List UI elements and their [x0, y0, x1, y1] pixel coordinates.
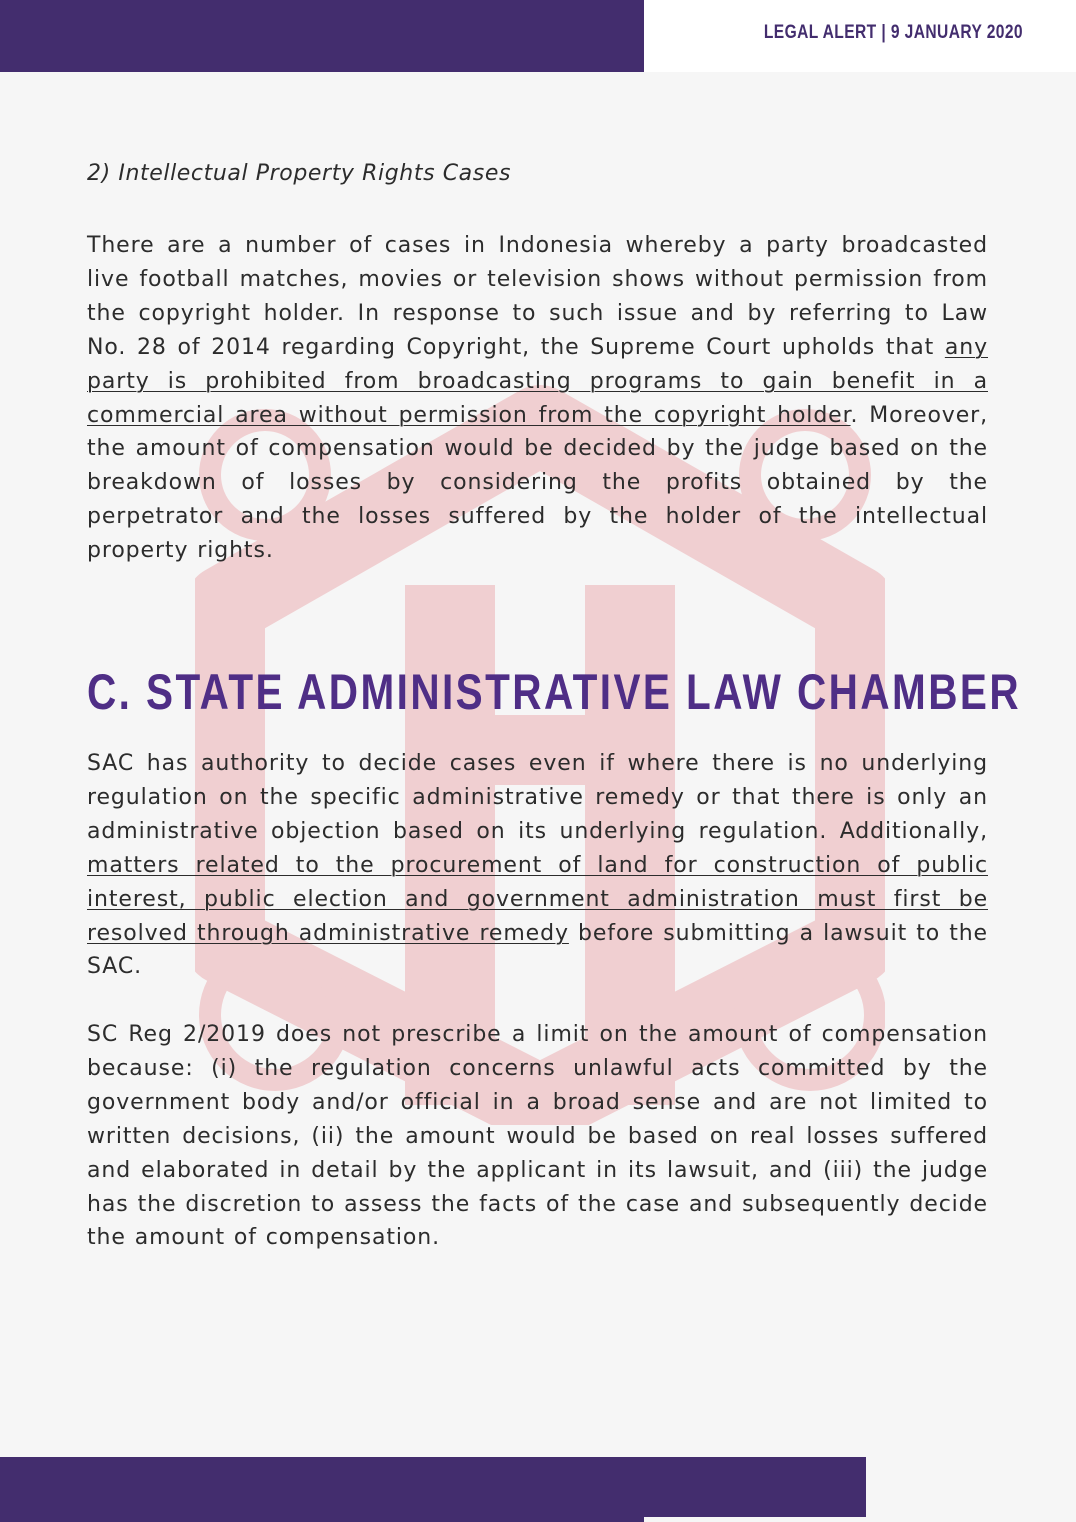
legal-alert-date-label: LEGAL ALERT | 9 JANUARY 2020 [763, 22, 1023, 43]
footer-purple-strip [0, 1517, 644, 1522]
ip-rights-paragraph [87, 229, 988, 568]
compensation-paragraph: SC Reg 2/2019 does not prescribe a limit on the amount of compensation because: (i) the regulation concerns unlawful acts committed by the government body and/or official in a broad sense and are not limited to written decisions, (ii) the amount would be based on real losses suffered and elaborated in detail by the applicant in its lawsuit, and (iii) the judge has the discretion to assess the facts of the case and subsequently decide the amount of compensation. [87, 1022, 988, 1251]
sac-underlined-text: matters related to the procurement of land for construction of public interest, public election and government administration must first be resolved through administrative remedy [87, 852, 988, 946]
section-c-heading: C. STATE ADMINISTRATIVE LAW CHAMBER [87, 664, 1022, 720]
sac-text-start: SAC has authority to decide cases even if where there is no underlying regulation on the specific administrative remedy or that there is only an administrative objection based on its underlying regulation. Additionally, [87, 751, 988, 844]
ip-rights-text-start: There are a number of cases in Indonesia whereby a party broadcasted live football matches, movies or television shows without permission from the copyright holder. In response to such issue and by referring to Law No. 28 of 2014 regarding Copyright, the Supreme Court upholds that [87, 233, 988, 360]
footer-purple-bar [0, 1457, 866, 1517]
ip-rights-text-end: . Moreover, the amount of compensation would be decided by the judge based on the breakdown of losses by considering the profits obtained by the perpetrator and the losses suffered by the holder of the intellectual property rights. [87, 402, 988, 564]
ip-rights-underlined-text: any party is prohibited from broadcasting programs to gain benefit in a commercial area without permission from the copyright holder [87, 334, 988, 428]
sac-text-end: before submitting a lawsuit to the SAC. [87, 920, 988, 980]
header-purple-bar [0, 0, 644, 72]
ip-rights-subheading: 2) Intellectual Property Rights Cases [87, 161, 512, 186]
sac-authority-paragraph [87, 747, 988, 984]
